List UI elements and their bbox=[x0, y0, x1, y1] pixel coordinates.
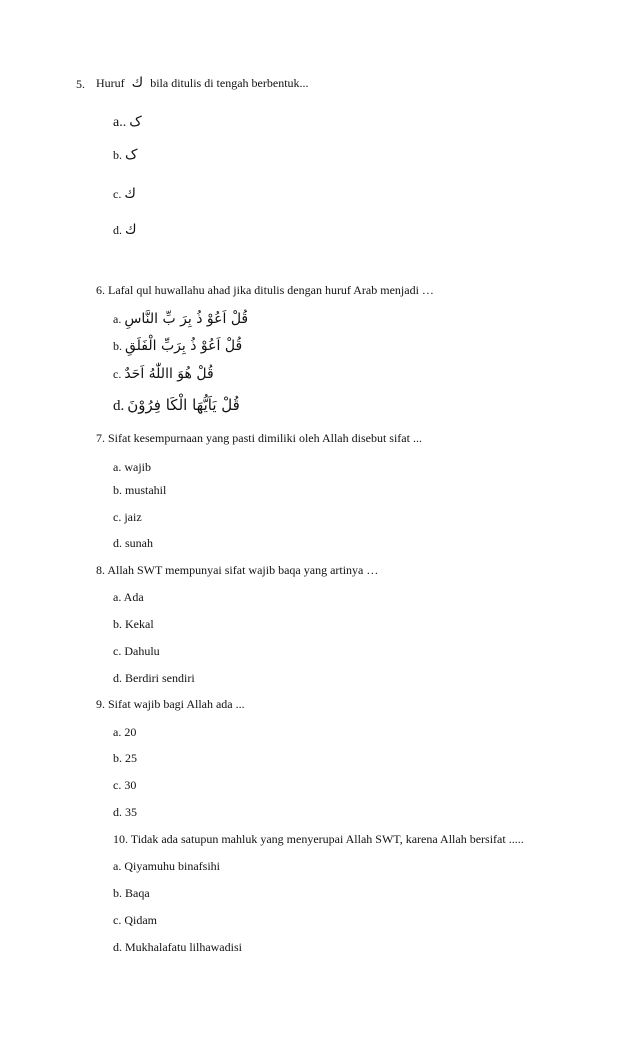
q7-option-a: a. wajib bbox=[113, 460, 151, 474]
q6-option-c-arabic: قُلْ هُوَ االلّٰهُ اَحَدٌ bbox=[124, 366, 214, 382]
q5-option-a-glyph: ک bbox=[129, 114, 142, 130]
q6-option-b-arabic: قُلْ اَعُوْ ذُ بِرَبِّ الْفَلَقِ bbox=[125, 338, 243, 354]
q5-question bbox=[96, 75, 309, 91]
q5-option-a bbox=[113, 114, 142, 131]
q9-option-b: b. 25 bbox=[113, 751, 137, 765]
q10-option-b: b. Baqa bbox=[113, 886, 150, 900]
q6-option-a-label: a. bbox=[113, 312, 122, 326]
q7-option-c: c. jaiz bbox=[113, 510, 142, 524]
q8-option-a: a. Ada bbox=[113, 590, 144, 604]
q5-option-c-label: c. bbox=[113, 187, 122, 201]
q6-option-c bbox=[113, 366, 214, 382]
q5-text-before: Huruf bbox=[96, 76, 125, 90]
q8-option-b: b. Kekal bbox=[113, 617, 154, 631]
q5-option-b-label: b. bbox=[113, 148, 122, 162]
q10-option-c: c. Qidam bbox=[113, 913, 157, 927]
q6-option-d-arabic: قُلْ يَاَيُّهَا الْكَا فِرُوْنَ bbox=[127, 396, 240, 414]
q6-option-d-label: d. bbox=[113, 398, 125, 414]
q6-option-a bbox=[113, 311, 248, 327]
q7-option-b: b. mustahil bbox=[113, 483, 167, 497]
q7-question: 7. Sifat kesempurnaan yang pasti dimiliki oleh Allah disebut sifat ... bbox=[96, 431, 422, 445]
q8-option-d: d. Berdiri sendiri bbox=[113, 671, 195, 685]
q5-option-a-label: a.. bbox=[113, 115, 127, 130]
q5-option-b-glyph: ک bbox=[125, 147, 138, 163]
q6-option-c-label: c. bbox=[113, 367, 122, 381]
q9-option-a: a. 20 bbox=[113, 725, 137, 739]
q5-option-d-label: d. bbox=[113, 223, 122, 237]
q7-option-d: d. sunah bbox=[113, 536, 153, 550]
q5-number: 5. bbox=[76, 77, 85, 91]
q10-option-a: a. Qiyamuhu binafsihi bbox=[113, 859, 220, 873]
q5-option-c bbox=[113, 186, 136, 202]
q10-option-d: d. Mukhalafatu lilhawadisi bbox=[113, 940, 242, 954]
q5-option-d-glyph: ك bbox=[125, 222, 137, 238]
q5-option-d bbox=[113, 222, 137, 238]
q8-option-c: c. Dahulu bbox=[113, 644, 160, 658]
q6-option-b-label: b. bbox=[113, 339, 122, 353]
q5-letter: ك bbox=[131, 75, 144, 91]
q5-option-c-glyph: ك bbox=[124, 186, 136, 202]
q6-question: 6. Lafal qul huwallahu ahad jika ditulis dengan huruf Arab menjadi … bbox=[96, 283, 434, 297]
q9-option-c: c. 30 bbox=[113, 778, 137, 792]
q9-question: 9. Sifat wajib bagi Allah ada ... bbox=[96, 697, 245, 711]
q9-option-d: d. 35 bbox=[113, 805, 137, 819]
q6-option-a-arabic: قُلْ اَعُوْ ذُ بِرَ بِّ النَّاسِ bbox=[124, 311, 249, 327]
q6-option-d bbox=[113, 396, 240, 415]
q6-option-b bbox=[113, 338, 242, 354]
q8-question: 8. Allah SWT mempunyai sifat wajib baqa yang artinya … bbox=[96, 563, 379, 577]
q10-question: 10. Tidak ada satupun mahluk yang menyerupai Allah SWT, karena Allah bersifat ..... bbox=[113, 832, 524, 846]
q5-text-after: bila ditulis di tengah berbentuk... bbox=[150, 76, 309, 90]
q5-option-b bbox=[113, 147, 138, 163]
